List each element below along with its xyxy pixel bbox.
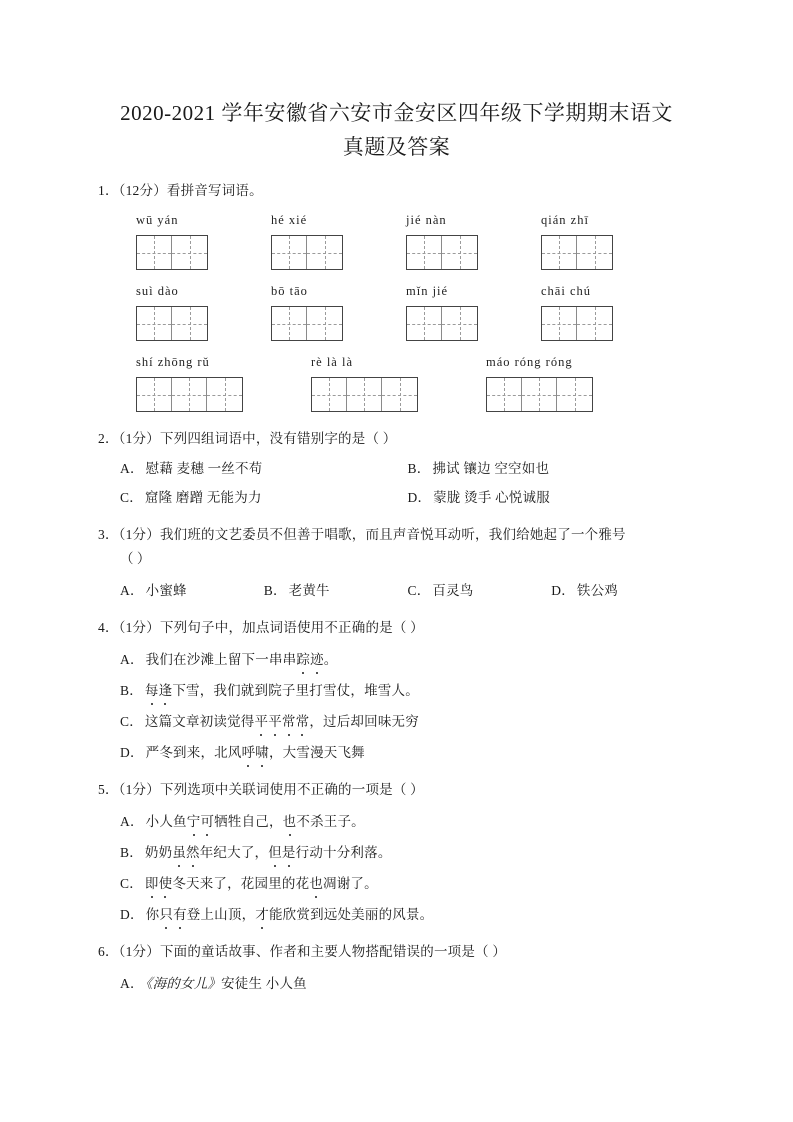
question-1 [98,180,695,412]
grid-cell[interactable] [442,307,477,340]
grid-cell[interactable] [407,307,442,340]
option-b[interactable] [120,843,695,863]
grid-cell[interactable] [442,236,477,269]
answer-grid-box[interactable] [406,306,478,341]
option-c[interactable] [120,488,408,508]
grid-cell[interactable] [557,378,592,411]
pinyin-label: chāi chú [541,284,591,298]
option-b[interactable] [408,459,696,479]
option-d[interactable] [120,743,695,763]
grid-cell[interactable] [522,378,557,411]
option-c-label: C． [120,876,143,891]
answer-grid-box[interactable] [486,377,593,412]
option-a[interactable] [120,459,408,479]
option-c-label: C． [120,490,143,505]
option-a-pre: 我们在沙滩上留下一串串 [145,652,297,667]
answer-grid-box[interactable] [271,235,343,270]
option-c-pre: 这篇文章初读觉得 [144,714,255,729]
question-1-stem: 1．（12分）看拼音写词语。 [98,183,263,198]
option-a-label: A． [120,583,144,598]
grid-cell[interactable] [272,236,307,269]
pinyin-item [406,281,511,341]
grid-cell[interactable] [312,378,347,411]
option-a-label: A． [120,652,144,667]
pinyin-label: shí zhōng rǔ [136,355,210,369]
grid-cell[interactable] [407,236,442,269]
option-b-part3: 行动十分利落。 [295,845,392,860]
answer-grid-box[interactable] [136,377,243,412]
grid-cell[interactable] [577,236,612,269]
option-b-label: B． [407,461,431,476]
answer-grid-box[interactable] [311,377,418,412]
option-d-label: D． [120,745,144,760]
grid-cell[interactable] [172,378,207,411]
option-d-emphasis-2: 才 [255,907,269,922]
option-b-emphasis-2: 但是 [268,845,295,860]
pinyin-label: jié nàn [406,213,447,227]
option-d-emphasis-1: 只有 [159,907,186,922]
grid-cell[interactable] [137,236,172,269]
option-b-emphasis: 每逢 [145,683,172,698]
option-b-label: B． [120,845,143,860]
option-c-part3: 凋谢了。 [323,876,378,891]
pinyin-item [541,281,646,341]
option-a-part1: 小人鱼 [145,814,187,829]
option-a-label: A． [120,461,144,476]
option-b-label: B． [120,683,143,698]
pinyin-item [271,210,376,270]
option-b-emphasis-1: 虽然 [172,845,199,860]
option-a[interactable] [120,812,695,832]
grid-cell[interactable] [272,307,307,340]
grid-cell[interactable] [207,378,242,411]
pinyin-item [541,210,646,270]
option-d-post: ，大雪漫天飞舞 [268,745,365,760]
option-b-part2: 年纪大了， [199,845,269,860]
option-a-emphasis-2: 也 [283,814,297,829]
option-a-text: 安徒生 小人鱼 [221,976,307,991]
option-c[interactable] [408,581,552,601]
option-a-label: A． [120,976,144,991]
pinyin-item [271,281,376,341]
option-a-emphasis: 踪迹 [296,652,323,667]
grid-cell[interactable] [542,236,577,269]
pinyin-item [136,281,241,341]
option-c-text: 百灵鸟 [432,583,474,598]
grid-cell[interactable] [137,378,172,411]
question-5-options [98,812,695,925]
question-2-options [98,459,695,508]
pinyin-row-1 [136,210,695,270]
question-3-options [98,581,695,601]
option-d[interactable] [551,581,695,601]
question-4 [98,617,695,763]
grid-cell[interactable] [542,307,577,340]
pinyin-label: suì dào [136,284,179,298]
grid-cell[interactable] [307,307,342,340]
option-a-post: 。 [323,652,338,667]
option-row [120,488,695,508]
question-3 [98,524,695,601]
answer-grid-box[interactable] [136,306,208,341]
option-a[interactable] [120,974,695,994]
grid-cell[interactable] [172,307,207,340]
question-3-stem-continued: （ ） [120,551,151,566]
question-5-stem: 5．（1分）下列选项中关联词使用不正确的一项是（ ） [98,782,424,797]
pinyin-label: rè là là [311,355,354,369]
option-d-label: D． [407,490,432,505]
option-a-text: 小蜜蜂 [145,583,187,598]
title-line-1: 2020-2021 学年安徽省六安市金安区四年级下学期期末语文 [120,101,673,125]
option-c-emphasis: 平平常常 [255,714,310,729]
answer-grid-box[interactable] [271,306,343,341]
option-d-part1: 你 [145,907,160,922]
grid-cell[interactable] [382,378,417,411]
option-b[interactable] [120,681,695,701]
pinyin-writing-grid [98,210,695,412]
option-b[interactable] [264,581,408,601]
grid-cell[interactable] [487,378,522,411]
answer-grid-box[interactable] [541,306,613,341]
question-6-options [98,974,695,994]
option-b-text: 老黄牛 [288,583,330,598]
option-b-text: 拂试 镶边 空空如也 [432,461,550,476]
grid-cell[interactable] [577,307,612,340]
answer-grid-box[interactable] [541,235,613,270]
option-b-post: 下雪，我们就到院子里打雪仗，堆雪人。 [172,683,419,698]
answer-grid-box[interactable] [406,235,478,270]
question-4-stem: 4．（1分）下列句子中，加点词语使用不正确的是（ ） [98,620,424,635]
pinyin-label: bō tāo [271,284,308,298]
pinyin-label: qián zhī [541,213,589,227]
pinyin-row-3 [136,352,695,412]
option-a[interactable] [120,650,695,670]
pinyin-item [136,352,281,412]
option-c[interactable] [120,874,695,894]
option-a-part2: 牺牲自己， [214,814,283,829]
option-a-label: A． [120,814,144,829]
option-row [120,581,695,601]
option-c-emphasis-1: 即使 [145,876,172,891]
option-c-part2: 冬天来了，花园里的花 [172,876,310,891]
option-d-pre: 严冬到来，北风 [145,745,242,760]
option-d-text: 蒙胧 烫手 心悦诚服 [433,490,550,505]
option-c-text: 窟隆 磨蹭 无能为力 [144,490,262,505]
grid-cell[interactable] [172,236,207,269]
option-c[interactable] [120,712,695,732]
option-d-part2: 登上山顶， [186,907,256,922]
answer-grid-box[interactable] [136,235,208,270]
option-d-label: D． [551,583,575,598]
pinyin-item [136,210,241,270]
grid-cell[interactable] [347,378,382,411]
option-d-emphasis: 呼啸 [242,745,269,760]
option-a[interactable] [120,581,264,601]
question-6 [98,941,695,994]
pinyin-item [486,352,631,412]
option-b-label: B． [263,583,287,598]
pinyin-label: wū yán [136,213,179,227]
question-5 [98,779,695,925]
pinyin-item [311,352,456,412]
grid-cell[interactable] [307,236,342,269]
option-c-label: C． [407,583,431,598]
question-4-options [98,650,695,763]
grid-cell[interactable] [137,307,172,340]
title-line-2: 真题及答案 [342,135,451,159]
option-a-emphasis-1: 宁可 [187,814,214,829]
pinyin-row-2 [136,281,695,341]
option-a-part3: 不杀王子。 [296,814,365,829]
question-3-stem: 3．（1分）我们班的文艺委员不但善于唱歌，而且声音悦耳动听，我们给她起了一个雅号 [98,527,626,542]
option-d-label: D． [120,907,144,922]
option-d[interactable] [120,905,695,925]
option-d-text: 铁公鸡 [576,583,619,598]
option-a-text: 慰藉 麦穗 一丝不苟 [145,461,263,476]
page-title [98,0,695,164]
option-c-emphasis-2: 也 [309,876,323,891]
pinyin-label: mǐn jié [406,284,449,298]
pinyin-item [406,210,511,270]
option-d[interactable] [408,488,696,508]
option-d-part3: 能欣赏到远处美丽的风景。 [268,907,434,922]
option-a-book-title: 《海的女儿》 [145,976,222,991]
pinyin-label: máo róng róng [486,355,573,369]
option-c-label: C． [120,714,143,729]
pinyin-label: hé xié [271,213,308,227]
option-row [120,459,695,479]
question-2 [98,428,695,508]
question-6-stem: 6．（1分）下面的童话故事、作者和主要人物搭配错误的一项是（ ） [98,944,507,959]
question-2-stem: 2．（1分）下列四组词语中，没有错别字的是（ ） [98,431,397,446]
option-c-post: ，过后却回味无穷 [309,714,419,729]
option-b-part1: 奶奶 [144,845,173,860]
